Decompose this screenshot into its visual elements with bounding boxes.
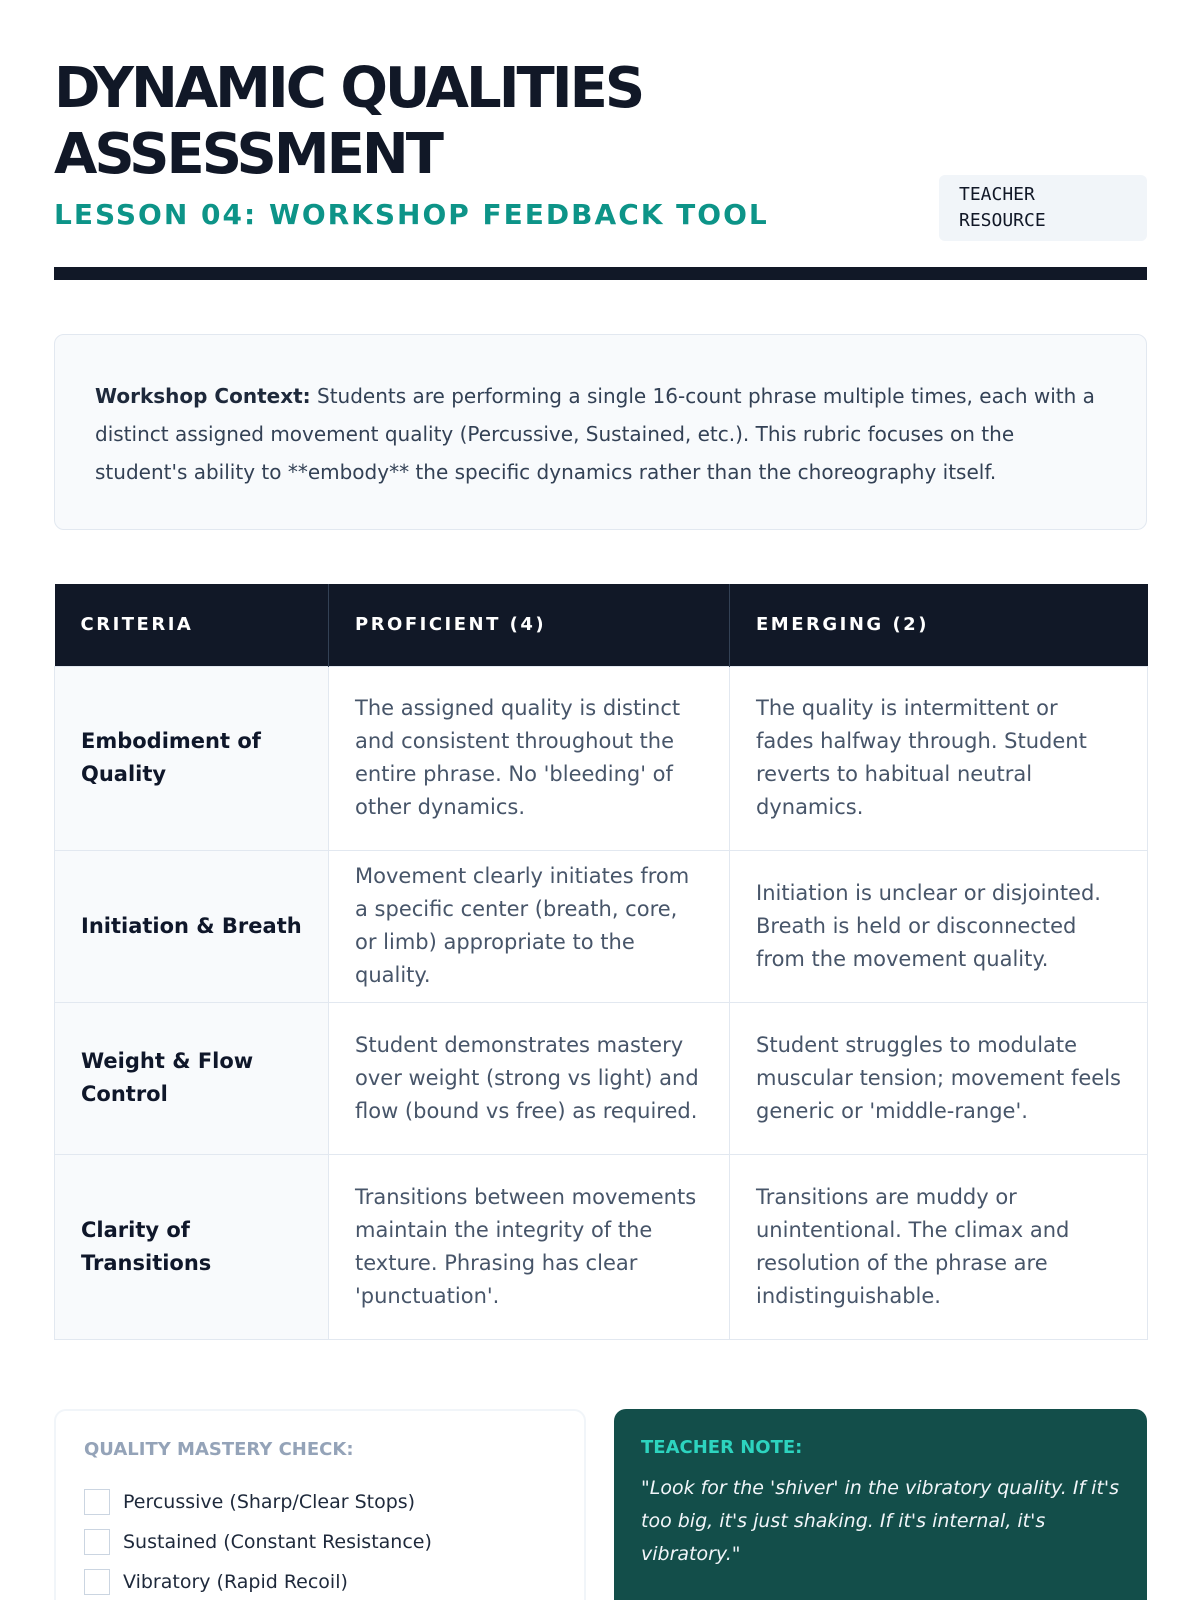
criteria-cell: Initiation & Breath (55, 850, 329, 1002)
column-header-criteria: CRITERIA (55, 584, 329, 666)
criteria-cell: Clarity of Transitions (55, 1154, 329, 1339)
table-row (55, 1002, 1148, 1154)
checkbox[interactable] (84, 1569, 110, 1595)
context-box (54, 334, 1147, 530)
page (54, 56, 1147, 1593)
checkbox[interactable] (84, 1489, 110, 1515)
table-header-row (55, 584, 1148, 666)
proficient-cell: Movement clearly initiates from a specific center (breath, core, or limb) appropriate to the quality. (329, 850, 730, 1002)
page-title: DYNAMIC QUALITIES ASSESSMENT (54, 56, 643, 187)
column-header-proficient: PROFICIENT (4) (329, 584, 730, 666)
resource-badge: TEACHER RESOURCE (939, 175, 1147, 241)
teacher-note-title: TEACHER NOTE: (641, 1437, 803, 1458)
column-header-emerging: EMERGING (2) (730, 584, 1148, 666)
criteria-cell: Embodiment of Quality (55, 666, 329, 850)
teacher-note-text: "Look for the 'shiver' in the vibratory quality. If it's too big, it's just shaking. If it's internal, it's vibratory." (641, 1477, 1120, 1565)
emerging-cell: Transitions are muddy or unintentional. The climax and resolution of the phrase are indistinguishable. (730, 1154, 1148, 1339)
emerging-cell: Initiation is unclear or disjointed. Breath is held or disconnected from the movement quality. (730, 850, 1148, 1002)
checklist-label: Sustained (Constant Resistance) (123, 1531, 432, 1553)
checklist-item-vibratory[interactable] (84, 1562, 556, 1600)
header-divider (54, 267, 1147, 280)
checklist-item-percussive[interactable] (84, 1482, 556, 1522)
rubric-table (54, 584, 1148, 1340)
checkbox[interactable] (84, 1529, 110, 1555)
header (54, 56, 1147, 280)
mastery-check-title: QUALITY MASTERY CHECK: (84, 1439, 354, 1460)
table-row (55, 1154, 1148, 1339)
teacher-note-panel (614, 1409, 1147, 1600)
proficient-cell: Student demonstrates mastery over weight (strong vs light) and flow (bound vs free) as required. (329, 1002, 730, 1154)
context-text: Students are performing a single 16-count phrase multiple times, each with a distinct assigned movement quality (Percussive, Sustained, etc.). This rubric focuses on the student's ability to **embody** the specific dynamics rather than the choreography itself. (95, 384, 1095, 484)
page-subtitle: LESSON 04: WORKSHOP FEEDBACK TOOL (54, 198, 769, 231)
table-row (55, 666, 1148, 850)
table-row (55, 850, 1148, 1002)
proficient-cell: The assigned quality is distinct and consistent throughout the entire phrase. No 'bleeding' of other dynamics. (329, 666, 730, 850)
mastery-check-panel (54, 1409, 586, 1600)
checklist-item-sustained[interactable] (84, 1522, 556, 1562)
checklist-label: Percussive (Sharp/Clear Stops) (123, 1491, 416, 1513)
emerging-cell: The quality is intermittent or fades halfway through. Student reverts to habitual neutral dynamics. (730, 666, 1148, 850)
checklist-label: Vibratory (Rapid Recoil) (123, 1571, 348, 1593)
emerging-cell: Student struggles to modulate muscular tension; movement feels generic or 'middle-range'. (730, 1002, 1148, 1154)
criteria-cell: Weight & Flow Control (55, 1002, 329, 1154)
proficient-cell: Transitions between movements maintain the integrity of the texture. Phrasing has clear 'punctuation'. (329, 1154, 730, 1339)
context-label: Workshop Context: (95, 384, 311, 408)
